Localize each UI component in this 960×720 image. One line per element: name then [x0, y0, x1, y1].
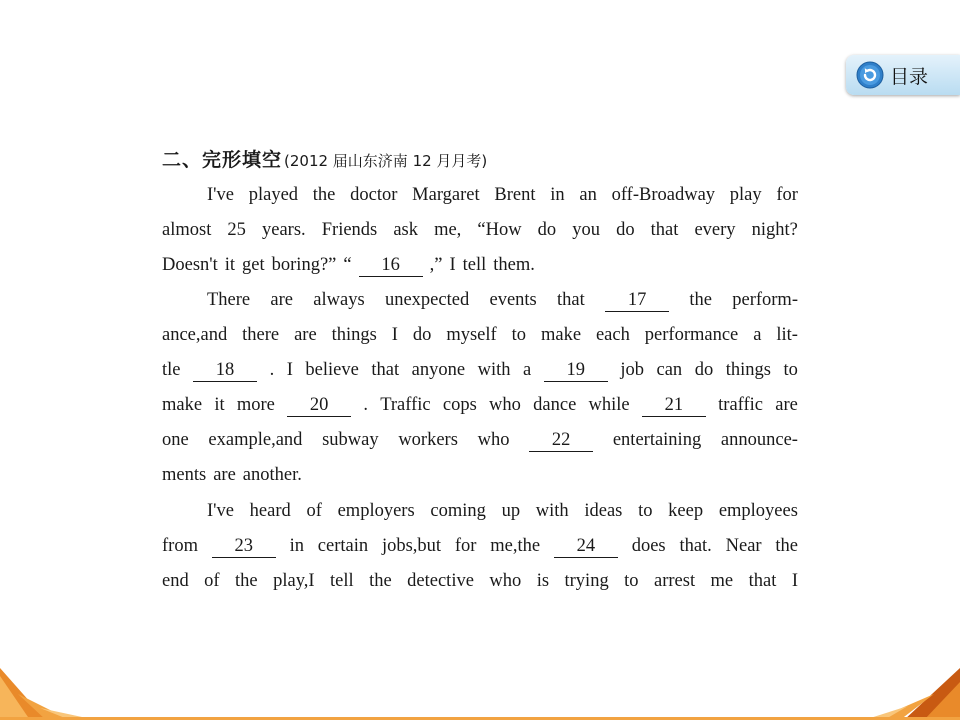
passage-line	[162, 252, 798, 278]
passage-word: every	[694, 220, 736, 240]
passage-word: the	[235, 571, 258, 591]
heading-title: 二、完形填空	[162, 149, 283, 171]
passage-word: are	[775, 395, 798, 415]
decorative-corner-left	[0, 668, 96, 720]
passage-word: up	[501, 501, 521, 521]
passage-word: who	[489, 571, 522, 591]
passage-word: .	[363, 395, 368, 415]
passage-word: certain	[317, 536, 369, 556]
passage-word: can	[656, 360, 683, 380]
passage-word: perform-	[732, 290, 798, 310]
answer-blank[interactable]: 22	[529, 429, 593, 452]
passage-word: the	[369, 571, 392, 591]
passage-word: played	[248, 185, 299, 205]
passage-word: trying	[564, 571, 609, 591]
passage-word: subway	[322, 430, 379, 450]
passage-word: I	[449, 255, 456, 275]
toc-button[interactable]	[846, 55, 960, 95]
passage-word: the	[689, 290, 712, 310]
passage-word: are	[294, 325, 317, 345]
passage-word: to	[511, 325, 527, 345]
passage-word: ance,and	[162, 325, 228, 345]
passage-word: do	[537, 220, 557, 240]
passage-word: me,the	[490, 536, 541, 556]
passage-word: dance	[533, 395, 577, 415]
passage-word: ideas	[584, 501, 623, 521]
passage-word: almost	[162, 220, 212, 240]
passage-word: events	[489, 290, 537, 310]
passage-line	[162, 357, 798, 383]
passage-word: off-Broadway	[611, 185, 716, 205]
passage-word: me,	[434, 220, 462, 240]
answer-blank[interactable]: 24	[554, 535, 618, 558]
passage-word: things	[725, 360, 771, 380]
passage-word: in	[289, 536, 304, 556]
passage-word: with	[477, 360, 511, 380]
passage-word: ments	[162, 465, 207, 485]
answer-blank[interactable]: 21	[642, 394, 706, 417]
passage-word: workers	[398, 430, 458, 450]
answer-blank[interactable]: 17	[605, 289, 669, 312]
passage-word: are	[213, 465, 236, 485]
passage-word: ,”	[429, 255, 443, 275]
passage-word: for	[454, 536, 477, 556]
passage-word: do	[412, 325, 432, 345]
passage-word: that	[650, 220, 679, 240]
passage-word: that	[371, 360, 400, 380]
passage-word: There	[207, 290, 251, 310]
decorative-corner-right	[864, 668, 960, 720]
passage-line	[207, 287, 798, 313]
passage-word: make	[162, 395, 203, 415]
passage-word: .	[269, 360, 275, 380]
passage-word: who	[489, 395, 521, 415]
passage-word: years.	[262, 220, 306, 240]
passage-word: the	[775, 536, 798, 556]
passage-word: job	[620, 360, 644, 380]
passage-word: of	[306, 501, 322, 521]
passage-line	[162, 217, 798, 243]
passage-word: there	[242, 325, 280, 345]
passage-word: tell	[462, 255, 487, 275]
passage-word: 25	[227, 220, 246, 240]
passage-word: of	[204, 571, 220, 591]
passage-word: who	[477, 430, 510, 450]
passage-word: Brent	[494, 185, 536, 205]
passage-word: do	[694, 360, 714, 380]
passage-word: things	[331, 325, 377, 345]
passage-word: Friends	[321, 220, 378, 240]
passage-word: unexpected	[384, 290, 470, 310]
refresh-circle-icon	[856, 61, 884, 89]
passage-word: “How	[477, 220, 522, 240]
passage-word: it	[214, 395, 225, 415]
passage-word: I	[391, 325, 398, 345]
passage-word: employees	[718, 501, 798, 521]
answer-blank[interactable]: 18	[193, 359, 257, 382]
passage-word: myself	[446, 325, 497, 345]
answer-blank[interactable]: 20	[287, 394, 351, 417]
passage-word: does	[631, 536, 666, 556]
passage-word: doctor	[350, 185, 398, 205]
passage-word: cops	[442, 395, 477, 415]
passage-word: ask	[393, 220, 418, 240]
passage-word: is	[536, 571, 550, 591]
answer-blank[interactable]: 19	[544, 359, 608, 382]
passage-line	[162, 462, 798, 488]
passage-word: Traffic	[380, 395, 431, 415]
passage-word: it	[224, 255, 236, 275]
passage-word: jobs,but	[381, 536, 442, 556]
passage-word: anyone	[411, 360, 466, 380]
passage-word: the	[312, 185, 336, 205]
passage-line	[207, 182, 798, 208]
answer-blank[interactable]: 23	[212, 535, 276, 558]
passage-word: keep	[668, 501, 704, 521]
passage-word: traffic	[718, 395, 764, 415]
passage-word: that	[748, 571, 777, 591]
passage-word: a	[523, 360, 532, 380]
passage-word: I've	[207, 185, 234, 205]
passage-word: believe	[305, 360, 359, 380]
passage-word: in	[550, 185, 565, 205]
passage-word: arrest	[654, 571, 696, 591]
passage-word: I	[286, 360, 293, 380]
passage-word: example,and	[208, 430, 303, 450]
passage-word: that	[557, 290, 585, 310]
passage-word: I	[791, 571, 798, 591]
section-heading	[162, 145, 487, 173]
passage-word: end	[162, 571, 189, 591]
passage-word: me	[710, 571, 734, 591]
passage-word: Margaret	[412, 185, 480, 205]
passage-word: coming	[430, 501, 486, 521]
passage-word: to	[638, 501, 653, 521]
passage-word: an	[579, 185, 597, 205]
passage-word: I've	[207, 501, 234, 521]
passage-word: announce-	[720, 430, 798, 450]
passage-word: play,I	[273, 571, 315, 591]
passage-word: employers	[337, 501, 415, 521]
passage-line	[162, 568, 798, 594]
toc-label: 目录	[890, 65, 929, 88]
passage-word: make	[540, 325, 582, 345]
passage-word: “	[343, 255, 352, 275]
passage-line	[162, 533, 798, 559]
passage-word: a	[753, 325, 762, 345]
passage-word: night?	[751, 220, 798, 240]
passage-word: performance	[644, 325, 739, 345]
passage-word: heard	[249, 501, 291, 521]
passage-line	[162, 322, 798, 348]
passage-word: lit-	[776, 325, 798, 345]
passage-word: another.	[242, 465, 302, 485]
passage-line	[162, 427, 798, 453]
passage-word: you	[572, 220, 600, 240]
passage-word: entertaining	[612, 430, 702, 450]
passage-word: boring?”	[271, 255, 337, 275]
passage-word: play	[729, 185, 762, 205]
passage-word: to	[624, 571, 639, 591]
passage-word: more	[236, 395, 275, 415]
passage-word: always	[313, 290, 365, 310]
passage-word: that.	[679, 536, 712, 556]
heading-source: (2012 届山东济南 12 月月考)	[284, 152, 488, 170]
passage-word: one	[162, 430, 189, 450]
passage-word: them.	[493, 255, 535, 275]
passage-word: to	[783, 360, 798, 380]
passage-word: each	[595, 325, 630, 345]
passage-word: from	[162, 536, 198, 556]
passage-word: with	[535, 501, 569, 521]
passage-word: tell	[330, 571, 354, 591]
passage-word: are	[270, 290, 294, 310]
answer-blank[interactable]: 16	[359, 254, 423, 277]
passage-line	[207, 498, 798, 524]
passage-word: do	[616, 220, 635, 240]
passage-word: detective	[407, 571, 474, 591]
passage-word: for	[776, 185, 798, 205]
passage-word: Near	[725, 536, 762, 556]
passage-word: while	[588, 395, 630, 415]
passage-line	[162, 392, 798, 418]
passage-word: get	[242, 255, 265, 275]
passage-word: Doesn't	[162, 255, 218, 275]
passage-word: tle	[162, 360, 181, 380]
